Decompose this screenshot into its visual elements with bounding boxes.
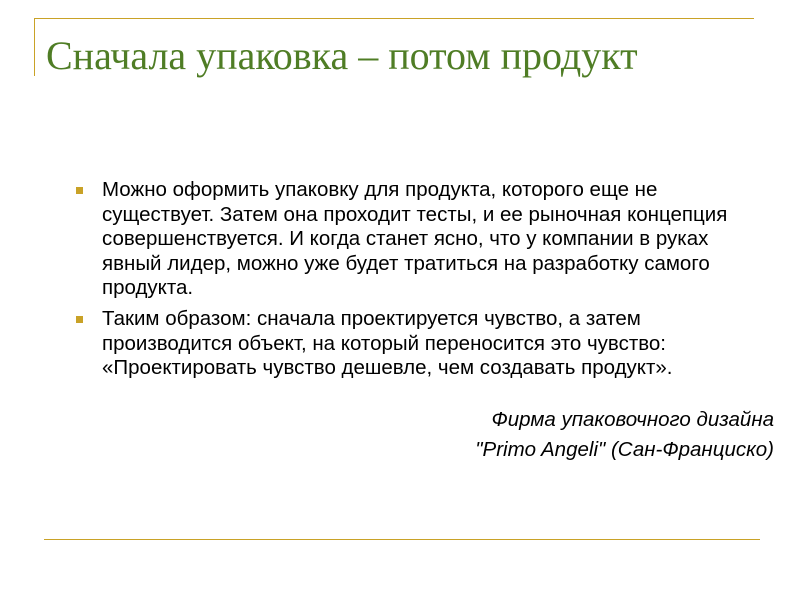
slide-body	[74, 178, 774, 387]
left-rule	[34, 18, 35, 76]
bottom-rule	[44, 539, 760, 540]
attribution	[475, 405, 774, 465]
bullet-item	[74, 307, 774, 381]
bullet-text: Таким образом: сначала проектируется чувство, а затем производится объект, на который переносится это чувство: «Проектировать чувство дешевле, чем создавать продукт».	[102, 306, 673, 380]
square-bullet-icon	[76, 187, 83, 194]
bullet-text: Можно оформить упаковку для продукта, которого еще не существует. Затем она проходит тесты, и ее рыночная концепция совершенствуется. И когда станет ясно, что у компании в руках явный лидер, можно уже будет тратиться на разработку самого продукта.	[102, 178, 728, 300]
attribution-line-2: "Primo Angeli" (Сан-Франциско)	[475, 438, 774, 461]
square-bullet-icon	[76, 316, 83, 323]
slide-title: Сначала упаковка – потом продукт	[46, 33, 638, 78]
attribution-line-1: Фирма упаковочного дизайна	[491, 408, 774, 431]
bullet-item	[74, 178, 774, 301]
bullet-list	[74, 178, 774, 381]
top-rule	[34, 18, 754, 19]
